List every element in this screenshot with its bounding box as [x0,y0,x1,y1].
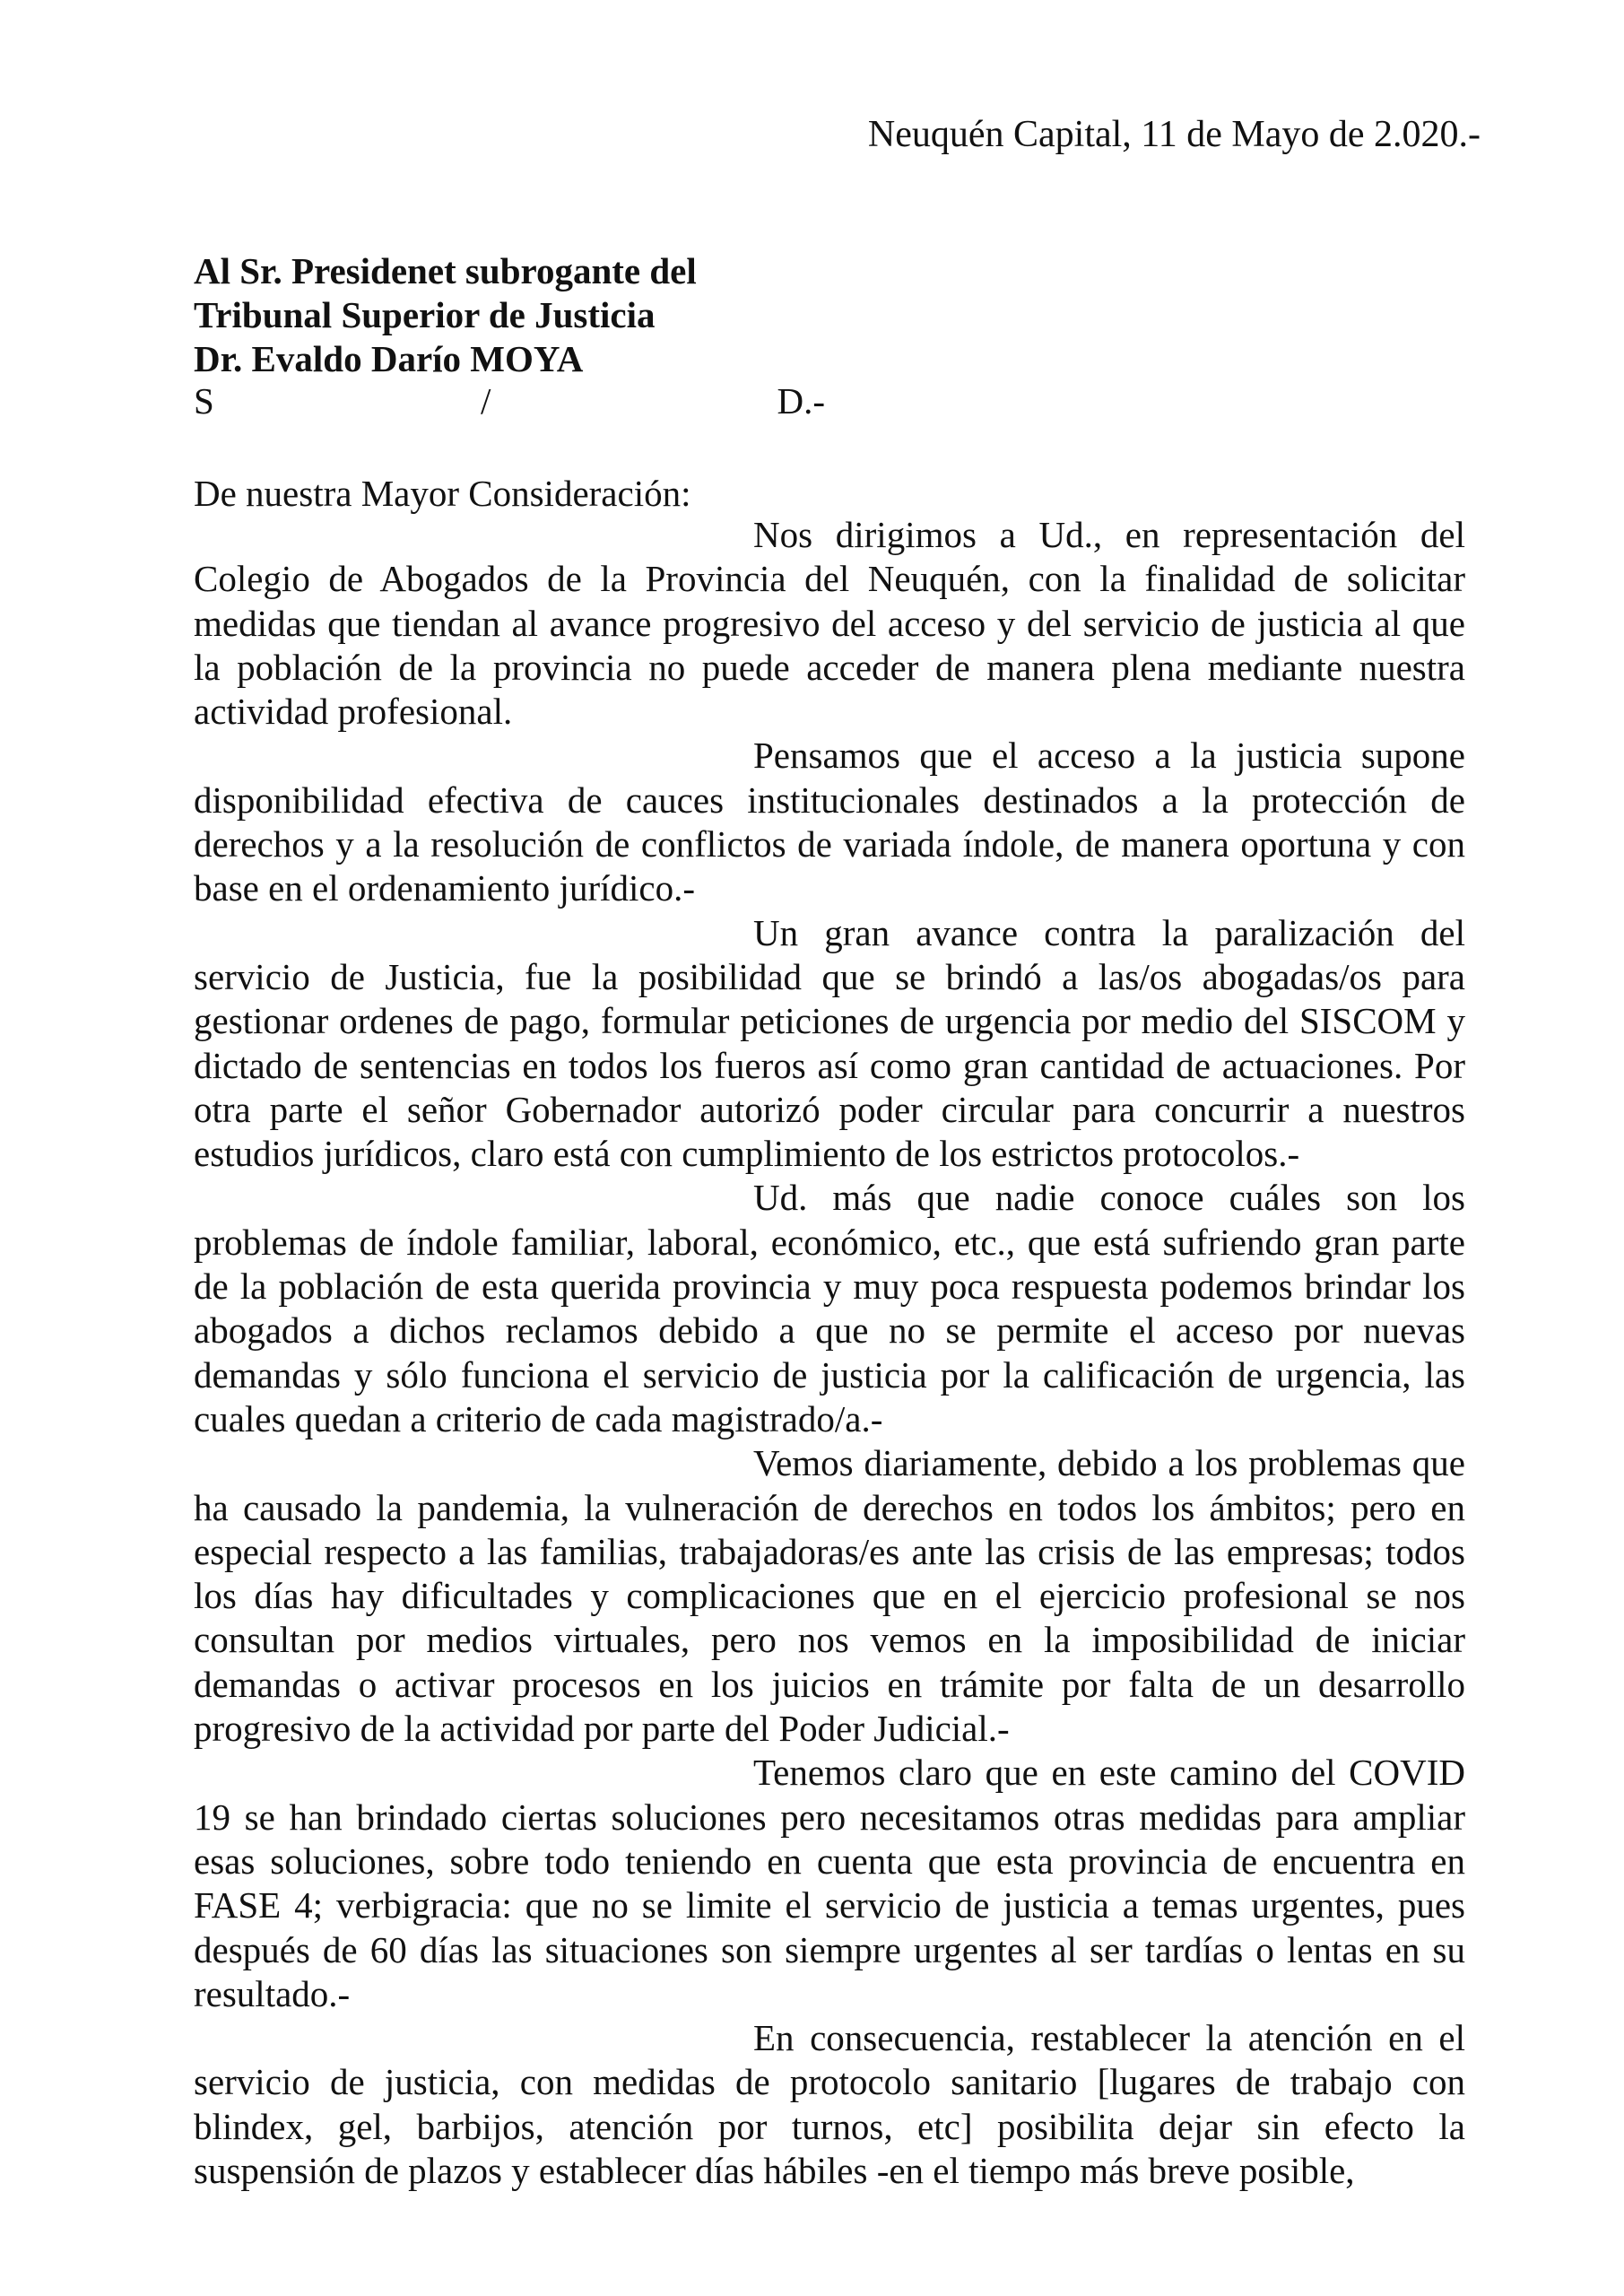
addressee-line: Tribunal Superior de Justicia [194,294,656,335]
paragraph: Ud. más que nadie conoce cuáles son los problemas de índole familiar, laboral, económico, etc., que está sufriendo gran parte de la población de esta querida provincia y muy poca respuesta podemos brindar los abogados a dichos reclamos debido a que no se permite el acceso por nuevas demandas y sólo funciona el servicio de justicia por la calificación de urgencia, las cuales quedan a criterio de cada magistrado/a.- [194,1177,1465,1439]
paragraph: Nos dirigimos a Ud., en representación del Colegio de Abogados de la Provincia del Neuquén, con la finalidad de solicitar medidas que tiendan al avance progresivo del acceso y del servicio de justicia al que la población de la provincia no puede acceder de manera plena mediante nuestra actividad profesional. [194,514,1465,733]
date-line: Neuquén Capital, 11 de Mayo de 2.020.- [867,114,1481,155]
sd-s: S [194,380,214,422]
paragraph: Vemos diariamente, debido a los problemas que ha causado la pandemia, la vulneración de derechos en todos los ámbitos; pero en especial respecto a las familias, trabajadoras/es ante las crisis de las empresas; todos los días hay dificultades y complicaciones que en el ejercicio profesional se nos consultan por medios virtuales, pero nos vemos en la imposibilidad de iniciar demandas o activar procesos en los juicios en trámite por falta de un desarrollo progresivo de la actividad por parte del Poder Judicial.- [194,1442,1465,1750]
paragraph: En consecuencia, restablecer la atención en el servicio de justicia, con medidas de protocolo sanitario [lugares de trabajo con blindex, gel, barbijos, atención por turnos, etc] posibilita dejar sin efecto la suspensión de plazos y establecer días hábiles -en el tiempo más breve posible, [194,2017,1465,2191]
paragraph: Pensamos que el acceso a la justicia supone disponibilidad efectiva de cauces institucionales destinados a la protección de derechos y a la resolución de conflictos de variada índole, de manera oportuna y con base en el ordenamiento jurídico.- [194,735,1465,909]
salutation: De nuestra Mayor Consideración: [194,473,691,514]
addressee-line: Dr. Evaldo Darío MOYA [194,338,584,379]
paragraph: Tenemos claro que en este camino del COVID 19 se han brindado ciertas soluciones pero necesitamos otras medidas para ampliar esas soluciones, sobre todo teniendo en cuenta que esta provincia de encuentra en FASE 4; verbigracia: que no se limite el servicio de justicia a temas urgentes, pues después de 60 días las situaciones son siempre urgentes al ser tardías o lentas en su resultado.- [194,1752,1465,2014]
su-despacho-line [194,378,825,423]
addressee-line: Al Sr. Presidenet subrogante del [194,250,697,291]
letter-body [194,513,1465,2193]
sd-slash: / [481,380,491,422]
addressee-block [194,249,697,381]
paragraph: Un gran avance contra la paralización del servicio de Justicia, fue la posibilidad que se brindó a las/os abogadas/os para gestionar ordenes de pago, formular peticiones de urgencia por medio del SISCOM y dictado de sentencias en todos los fueros así como gran cantidad de actuaciones. Por otra parte el señor Gobernador autorizó poder circular para concurrir a nuestros estudios jurídicos, claro está con cumplimiento de los estrictos protocolos.- [194,911,1465,1175]
sd-d: D.- [777,380,825,422]
